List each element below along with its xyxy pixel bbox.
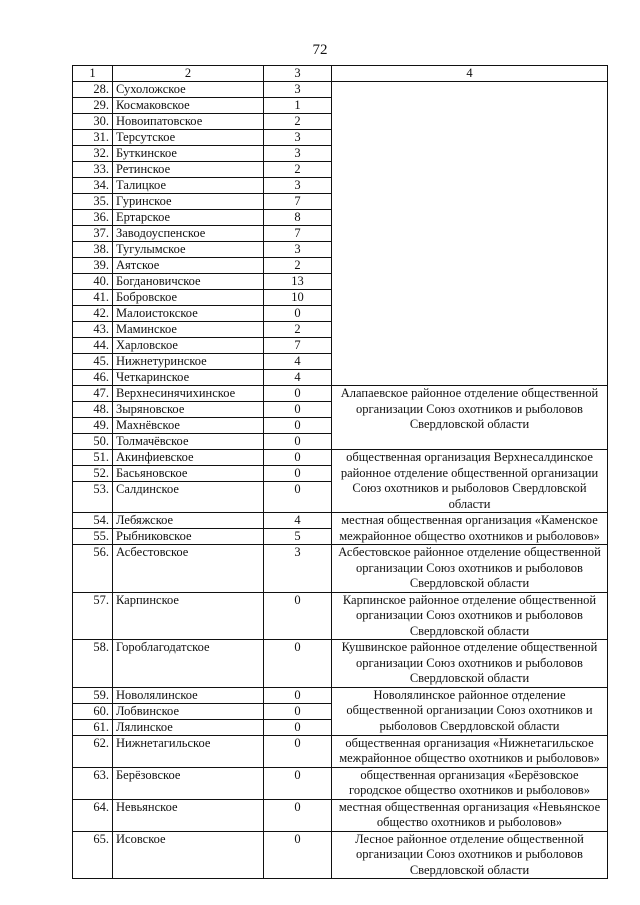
- quota-value: 4: [264, 354, 332, 370]
- row-number: 58.: [73, 640, 113, 688]
- quota-value: 4: [264, 370, 332, 386]
- municipality-name: Тугулымское: [113, 242, 264, 258]
- table-row: [73, 767, 608, 799]
- header-col-2: 2: [113, 66, 264, 82]
- row-number: 57.: [73, 592, 113, 640]
- organization-cell: местная общественная организация «Невьянское общество охотников и рыболовов»: [332, 799, 608, 831]
- row-number: 32.: [73, 146, 113, 162]
- organization-cell: общественная организация «Нижнетагильское межрайонное общество охотников и рыболовов»: [332, 735, 608, 767]
- municipality-name: Бобровское: [113, 290, 264, 306]
- quota-value: 2: [264, 162, 332, 178]
- municipality-name: Рыбниковское: [113, 529, 264, 545]
- organization-cell: Алапаевское районное отделение общественной организации Союз охотников и рыболовов Свердловской области: [332, 386, 608, 450]
- row-number: 40.: [73, 274, 113, 290]
- header-col-1: 1: [73, 66, 113, 82]
- quota-value: 0: [264, 703, 332, 719]
- quota-value: 2: [264, 258, 332, 274]
- quota-value: 7: [264, 338, 332, 354]
- municipality-name: Махнёвское: [113, 418, 264, 434]
- row-number: 53.: [73, 482, 113, 513]
- municipality-name: Нижнетагильское: [113, 735, 264, 767]
- quota-value: 3: [264, 178, 332, 194]
- municipality-name: Салдинское: [113, 482, 264, 513]
- municipality-name: Новоипатовское: [113, 114, 264, 130]
- municipality-name: Харловское: [113, 338, 264, 354]
- table-row: [73, 545, 608, 593]
- quota-value: 0: [264, 831, 332, 879]
- quota-value: 0: [264, 450, 332, 466]
- municipality-name: Лебяжское: [113, 513, 264, 529]
- organization-cell: Новолялинское районное отделение общественной организации Союз охотников и рыболовов Свердловской области: [332, 687, 608, 735]
- municipality-name: Гуринское: [113, 194, 264, 210]
- row-number: 41.: [73, 290, 113, 306]
- municipality-name: Толмачёвское: [113, 434, 264, 450]
- municipality-name: Зыряновское: [113, 402, 264, 418]
- quota-value: 0: [264, 482, 332, 513]
- quota-value: 0: [264, 306, 332, 322]
- municipality-name: Карпинское: [113, 592, 264, 640]
- municipality-name: Басьяновское: [113, 466, 264, 482]
- municipality-name: Гороблагодатское: [113, 640, 264, 688]
- header-row: [73, 66, 608, 82]
- organization-cell: общественная организация «Берёзовское городское общество охотников и рыболовов»: [332, 767, 608, 799]
- quota-value: 8: [264, 210, 332, 226]
- table-row: [73, 386, 608, 402]
- municipality-name: Аятское: [113, 258, 264, 274]
- municipality-name: Сухоложское: [113, 82, 264, 98]
- quota-value: 0: [264, 466, 332, 482]
- quota-value: 7: [264, 194, 332, 210]
- table-row: [73, 592, 608, 640]
- quota-value: 3: [264, 130, 332, 146]
- quota-value: 0: [264, 434, 332, 450]
- row-number: 48.: [73, 402, 113, 418]
- row-number: 64.: [73, 799, 113, 831]
- municipality-name: Верхнесинячихинское: [113, 386, 264, 402]
- municipality-name: Исовское: [113, 831, 264, 879]
- row-number: 35.: [73, 194, 113, 210]
- row-number: 28.: [73, 82, 113, 98]
- row-number: 65.: [73, 831, 113, 879]
- table-row: [73, 831, 608, 879]
- table-body: [73, 82, 608, 879]
- row-number: 54.: [73, 513, 113, 529]
- quota-value: 7: [264, 226, 332, 242]
- row-number: 31.: [73, 130, 113, 146]
- table-row: [73, 640, 608, 688]
- municipality-name: Берёзовское: [113, 767, 264, 799]
- page-number: 72: [312, 42, 328, 58]
- municipality-name: Невьянское: [113, 799, 264, 831]
- row-number: 33.: [73, 162, 113, 178]
- quota-value: 0: [264, 799, 332, 831]
- municipality-name: Терсутское: [113, 130, 264, 146]
- quota-value: 0: [264, 735, 332, 767]
- organization-cell: местная общественная организация «Каменское межрайонное общество охотников и рыболовов»: [332, 513, 608, 545]
- row-number: 50.: [73, 434, 113, 450]
- table-row: [73, 799, 608, 831]
- table-row: [73, 82, 608, 98]
- municipality-name: Маминское: [113, 322, 264, 338]
- quota-value: 3: [264, 242, 332, 258]
- quota-value: 0: [264, 640, 332, 688]
- organization-cell: Карпинское районное отделение общественной организации Союз охотников и рыболовов Свердловской области: [332, 592, 608, 640]
- quota-value: 0: [264, 687, 332, 703]
- quota-value: 1: [264, 98, 332, 114]
- quota-value: 0: [264, 418, 332, 434]
- row-number: 42.: [73, 306, 113, 322]
- municipality-name: Буткинское: [113, 146, 264, 162]
- row-number: 52.: [73, 466, 113, 482]
- quota-value: 3: [264, 82, 332, 98]
- municipality-name: Богдановичское: [113, 274, 264, 290]
- table-row: [73, 513, 608, 529]
- row-number: 38.: [73, 242, 113, 258]
- table-row: [73, 687, 608, 703]
- municipality-name: Заводоуспенское: [113, 226, 264, 242]
- row-number: 37.: [73, 226, 113, 242]
- organization-cell: Асбестовское районное отделение общественной организации Союз охотников и рыболовов Свердловской области: [332, 545, 608, 593]
- quota-value: 5: [264, 529, 332, 545]
- row-number: 47.: [73, 386, 113, 402]
- row-number: 30.: [73, 114, 113, 130]
- municipality-name: Новолялинское: [113, 687, 264, 703]
- organization-cell: Кушвинское районное отделение общественной организации Союз охотников и рыболовов Свердловской области: [332, 640, 608, 688]
- quota-value: 0: [264, 386, 332, 402]
- municipality-name: Четкаринское: [113, 370, 264, 386]
- quota-value: 3: [264, 146, 332, 162]
- table-row: [73, 450, 608, 466]
- row-number: 34.: [73, 178, 113, 194]
- row-number: 56.: [73, 545, 113, 593]
- row-number: 62.: [73, 735, 113, 767]
- municipality-name: Малоистокское: [113, 306, 264, 322]
- municipality-name: Ретинское: [113, 162, 264, 178]
- row-number: 46.: [73, 370, 113, 386]
- municipality-name: Асбестовское: [113, 545, 264, 593]
- row-number: 29.: [73, 98, 113, 114]
- quota-value: 4: [264, 513, 332, 529]
- row-number: 51.: [73, 450, 113, 466]
- municipality-name: Талицкое: [113, 178, 264, 194]
- municipality-name: Космаковское: [113, 98, 264, 114]
- row-number: 63.: [73, 767, 113, 799]
- municipality-name: Лялинское: [113, 719, 264, 735]
- municipality-name: Нижнетуринское: [113, 354, 264, 370]
- municipality-name: Ертарское: [113, 210, 264, 226]
- organization-cell: Лесное районное отделение общественной организации Союз охотников и рыболовов Свердловской области: [332, 831, 608, 879]
- organization-cell: общественная организация Верхнесалдинское районное отделение общественной организации Союз охотников и рыболовов Свердловской области: [332, 450, 608, 513]
- row-number: 45.: [73, 354, 113, 370]
- quota-value: 0: [264, 767, 332, 799]
- quota-value: 0: [264, 402, 332, 418]
- organization-cell: [332, 82, 608, 386]
- quota-value: 3: [264, 545, 332, 593]
- row-number: 44.: [73, 338, 113, 354]
- quota-value: 2: [264, 322, 332, 338]
- quota-value: 0: [264, 719, 332, 735]
- quota-value: 0: [264, 592, 332, 640]
- allocation-table: [72, 65, 608, 879]
- row-number: 55.: [73, 529, 113, 545]
- row-number: 36.: [73, 210, 113, 226]
- municipality-name: Акинфиевское: [113, 450, 264, 466]
- row-number: 61.: [73, 719, 113, 735]
- row-number: 60.: [73, 703, 113, 719]
- quota-value: 10: [264, 290, 332, 306]
- municipality-name: Лобвинское: [113, 703, 264, 719]
- header-col-4: 4: [332, 66, 608, 82]
- table-row: [73, 735, 608, 767]
- row-number: 59.: [73, 687, 113, 703]
- row-number: 43.: [73, 322, 113, 338]
- quota-value: 2: [264, 114, 332, 130]
- header-col-3: 3: [264, 66, 332, 82]
- quota-value: 13: [264, 274, 332, 290]
- row-number: 39.: [73, 258, 113, 274]
- row-number: 49.: [73, 418, 113, 434]
